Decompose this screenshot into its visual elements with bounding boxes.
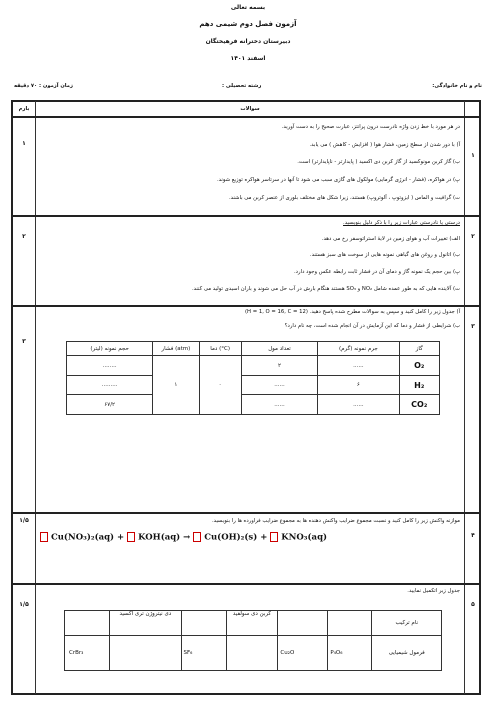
table-cell: ......... bbox=[67, 375, 153, 395]
table-cell: ۶ bbox=[318, 375, 399, 395]
table-cell: ۶۷/۲ bbox=[67, 395, 153, 415]
coefficient-box[interactable] bbox=[193, 532, 201, 542]
score-header: بارم bbox=[18, 106, 30, 112]
table-cell: ...... bbox=[318, 395, 399, 415]
table-cell: Cu₂O bbox=[278, 636, 328, 671]
exam-title: آزمون فصل دوم شیمی دهم bbox=[199, 20, 297, 28]
question-3-line-1: آ) جدول زیر را کامل کنید و سپس به سوالات مطرح شده پاسخ دهید. (H = 1, O = 16, C = 12) bbox=[244, 309, 460, 315]
reactant-1: Cu(NO₃)₂(aq) bbox=[50, 532, 115, 543]
coefficient-box[interactable] bbox=[127, 532, 135, 542]
table-cell: نام ترکیب bbox=[372, 611, 442, 636]
naming-table bbox=[64, 610, 442, 671]
gas-col-mass: جرم نمونه (گرم) bbox=[318, 342, 399, 356]
table-cell: ۰ bbox=[199, 356, 241, 415]
gas-col-gas: گاز bbox=[399, 342, 439, 356]
table-cell bbox=[328, 611, 372, 636]
questions-header: سوالات bbox=[240, 106, 260, 112]
gas-col-volume: حجم نمونه (لیتر) bbox=[67, 342, 153, 356]
question-2-line-4: پ) بین حجم یک نمونه گاز و دمای آن در فشار ثابت رابطه عکس وجود دارد. bbox=[294, 269, 460, 275]
field-label: رشته تحصیلی : bbox=[222, 83, 262, 89]
table-cell: P₄O₆ bbox=[328, 636, 372, 671]
name-label: نام و نام خانوادگی: bbox=[432, 83, 482, 89]
question-number: ۲ bbox=[471, 233, 475, 240]
table-cell: CrBr₃ bbox=[65, 636, 110, 671]
question-score: ۲ bbox=[22, 233, 26, 240]
table-cell: کربن دی سولفید bbox=[226, 611, 278, 636]
table-cell: O₂ bbox=[399, 356, 439, 376]
table-cell bbox=[65, 611, 110, 636]
question-1-line-3: ب) گاز کربن مونوکسید از گاز کربن دی اکسید ( پایدارتر - ناپایدارتر) است. bbox=[297, 159, 460, 165]
gas-col-temperature: دما (°C) bbox=[199, 342, 241, 356]
question-2-line-3: ب) اتانول و روغن های گیاهی نمونه هایی از سوخت های سبز هستند. bbox=[309, 252, 460, 258]
table-cell: ........ bbox=[67, 356, 153, 376]
question-2-line-1: درستی یا نادرستی عبارات زیر را با ذکر دلیل بنویسید. bbox=[343, 220, 460, 226]
question-2-line-2: الف) تغییرات آب و هوای زمین در لایۀ استراتوسفر رخ می دهد. bbox=[321, 236, 460, 242]
table-cell bbox=[181, 611, 226, 636]
question-number: ۳ bbox=[471, 323, 475, 330]
question-3-line-2: ب) شرایطی از فشار و دما که این آزمایش در آن انجام شده است، چه نام دارد؟ bbox=[284, 323, 460, 329]
gas-col-pressure: فشار (atm) bbox=[153, 342, 199, 356]
reaction-arrow: → bbox=[183, 532, 191, 543]
product-1: Cu(OH)₂(s) bbox=[204, 532, 258, 543]
question-number: ۱ bbox=[471, 152, 475, 159]
table-cell: H₂ bbox=[399, 375, 439, 395]
question-5-line-1: جدول زیر اتکمیل نمایید. bbox=[407, 588, 460, 594]
table-cell: ...... bbox=[318, 356, 399, 376]
table-cell: ۱ bbox=[153, 356, 199, 415]
question-4-line-1: موازنه واکنش زیر را کامل کنید و نسبت مجموع ضرایب واکنش دهنده ها به مجموع ضرایب فراورده ها را بنویسید. bbox=[211, 518, 460, 524]
gas-data-table bbox=[66, 341, 440, 415]
basmala: بسمه تعالی bbox=[230, 4, 266, 11]
table-cell bbox=[110, 636, 181, 671]
coefficient-box[interactable] bbox=[40, 532, 48, 542]
school-name: دبیرستان دخترانه فرهیختگان bbox=[205, 38, 291, 45]
table-cell: SF₆ bbox=[181, 636, 226, 671]
table-cell: ...... bbox=[241, 395, 317, 415]
exam-date: اسفند ۱۴۰۱ bbox=[230, 55, 266, 62]
question-score: ۱/۵ bbox=[19, 517, 29, 524]
plus-sign: + bbox=[117, 532, 125, 543]
table-cell: CO₂ bbox=[399, 395, 439, 415]
question-1-line-1: در هر مورد با خط زدن واژه نادرست درون پرانتز، عبارت صحیح را به دست آورید. bbox=[281, 124, 460, 130]
table-cell bbox=[226, 636, 278, 671]
reactant-2: KOH(aq) bbox=[138, 532, 181, 543]
plus-sign: + bbox=[260, 532, 268, 543]
balancing-equation bbox=[40, 532, 327, 543]
question-2-line-5: ت) آلاینده هایی که به طور عمده شامل NO₂ و SO₃ هستند هنگام بارش در آب حل می شوند و باران اسیدی تولید می کنند. bbox=[191, 286, 460, 292]
question-score: ۱/۵ bbox=[19, 601, 29, 608]
question-number: ۴ bbox=[471, 532, 475, 539]
question-score: ۳ bbox=[22, 338, 26, 345]
table-cell: دی نیتروژن تری اکسید bbox=[110, 611, 181, 636]
question-score: ۱ bbox=[22, 140, 26, 147]
table-cell bbox=[278, 611, 328, 636]
question-1-line-5: ت) گرافیت و الماس ( ایزوتوپ ، آلوتروپ) هستند، زیرا شکل های مختلف بلوری از عنصر کربن می باشند. bbox=[228, 195, 460, 201]
table-cell: ۲ bbox=[241, 356, 317, 376]
gas-col-moles: تعداد مول bbox=[241, 342, 317, 356]
time-label: زمان آزمون : ۷۰ دقیقه bbox=[14, 83, 73, 89]
question-1-line-4: پ) در هواکره، (فشار - انرژی گرمایی) مولکول های گازی سبب می شود تا آنها در سرتاسر هواکره توزیع شوند. bbox=[216, 177, 460, 183]
coefficient-box[interactable] bbox=[270, 532, 278, 542]
table-cell: فرمول شیمیایی bbox=[372, 636, 442, 671]
question-1-line-2: آ) با دور شدن از سطح زمین، فشار هوا ( افزایش - کاهش ) می یابد. bbox=[309, 142, 460, 148]
table-cell: ...... bbox=[241, 375, 317, 395]
question-number: ۵ bbox=[471, 601, 475, 608]
product-2: KNO₃(aq) bbox=[281, 532, 328, 543]
